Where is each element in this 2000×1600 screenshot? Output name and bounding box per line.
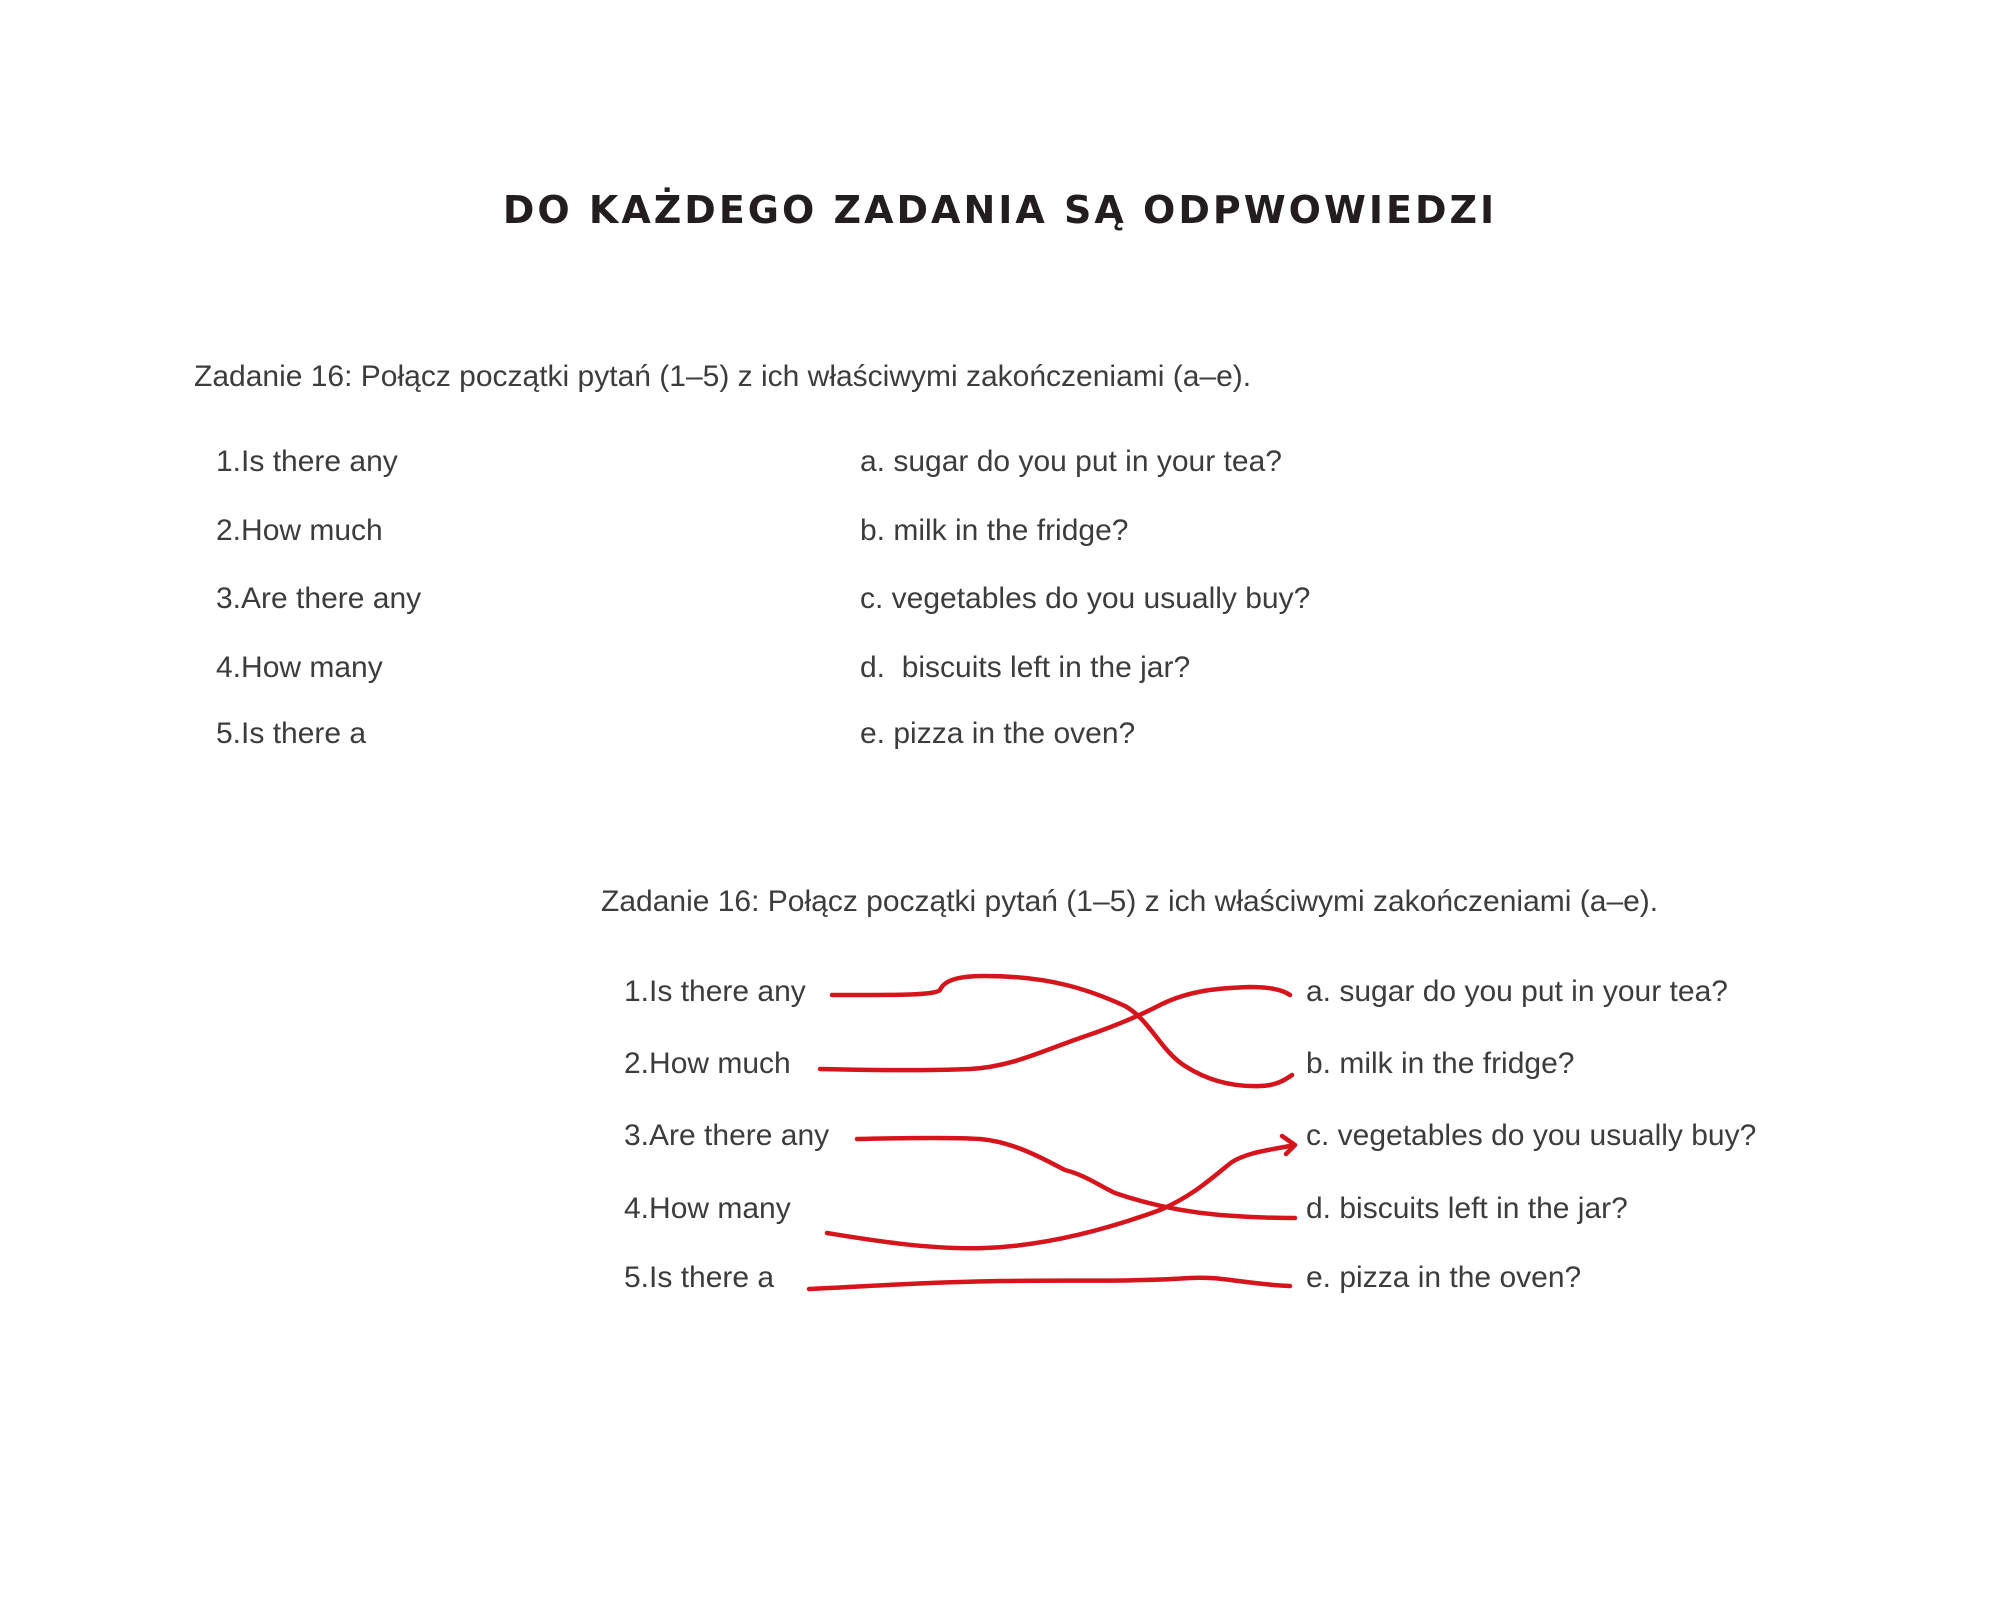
answer-ending-d: d. biscuits left in the jar? — [1306, 1192, 1628, 1225]
answer-ending-a: a. sugar do you put in your tea? — [1306, 975, 1728, 1008]
exercise-beginning-4 — [216, 651, 383, 685]
item-number: 3. — [216, 582, 242, 615]
item-number: 5. — [216, 717, 242, 750]
exercise-beginning-1 — [216, 445, 398, 479]
exercise-ending-a: a. sugar do you put in your tea? — [860, 445, 1282, 478]
item-number: 2. — [624, 1047, 650, 1080]
exercise-ending-d: d. biscuits left in the jar? — [860, 651, 1191, 684]
item-text: How many — [241, 651, 383, 684]
match-line-2-a — [820, 987, 1290, 1070]
exercise-beginning-3 — [216, 582, 421, 616]
item-text: How much — [649, 1047, 791, 1080]
answer-beginning-1 — [624, 975, 806, 1009]
match-line-1-b — [832, 976, 1292, 1086]
answer-beginning-2 — [624, 1047, 791, 1081]
item-text: Are there any — [649, 1119, 830, 1152]
item-text: Is there a — [241, 717, 367, 750]
answer-beginning-4 — [624, 1192, 791, 1226]
item-number: 5. — [624, 1261, 650, 1294]
item-text: How much — [241, 514, 383, 547]
item-number: 4. — [624, 1192, 650, 1225]
exercise-ending-b: b. milk in the fridge? — [860, 514, 1129, 547]
answer-ending-e: e. pizza in the oven? — [1306, 1261, 1582, 1294]
answer-ending-c: c. vegetables do you usually buy? — [1306, 1119, 1757, 1152]
answer-beginning-3 — [624, 1119, 829, 1153]
item-number: 1. — [216, 445, 242, 478]
exercise-heading: Zadanie 16: Połącz początki pytań (1–5) z ich właściwymi zakończeniami (a–e). — [194, 360, 1252, 393]
item-text: How many — [649, 1192, 791, 1225]
item-text: Is there a — [649, 1261, 775, 1294]
match-line-5-e — [809, 1278, 1290, 1289]
item-number: 4. — [216, 651, 242, 684]
item-number: 2. — [216, 514, 242, 547]
match-line-4-c — [827, 1136, 1295, 1248]
item-text: Are there any — [241, 582, 422, 615]
exercise-ending-c: c. vegetables do you usually buy? — [860, 582, 1311, 615]
item-text: Is there any — [649, 975, 806, 1008]
exercise-beginning-2 — [216, 514, 383, 548]
exercise-ending-e: e. pizza in the oven? — [860, 717, 1136, 750]
item-number: 1. — [624, 975, 650, 1008]
exercise-beginning-5 — [216, 717, 366, 751]
item-number: 3. — [624, 1119, 650, 1152]
item-text: Is there any — [241, 445, 398, 478]
answer-ending-b: b. milk in the fridge? — [1306, 1047, 1575, 1080]
page-title: DO KAŻDEGO ZADANIA SĄ ODPWOWIEDZI — [502, 188, 1498, 232]
match-line-3-d — [857, 1138, 1295, 1218]
answer-key-heading: Zadanie 16: Połącz początki pytań (1–5) z ich właściwymi zakończeniami (a–e). — [601, 885, 1659, 918]
answer-beginning-5 — [624, 1261, 774, 1295]
